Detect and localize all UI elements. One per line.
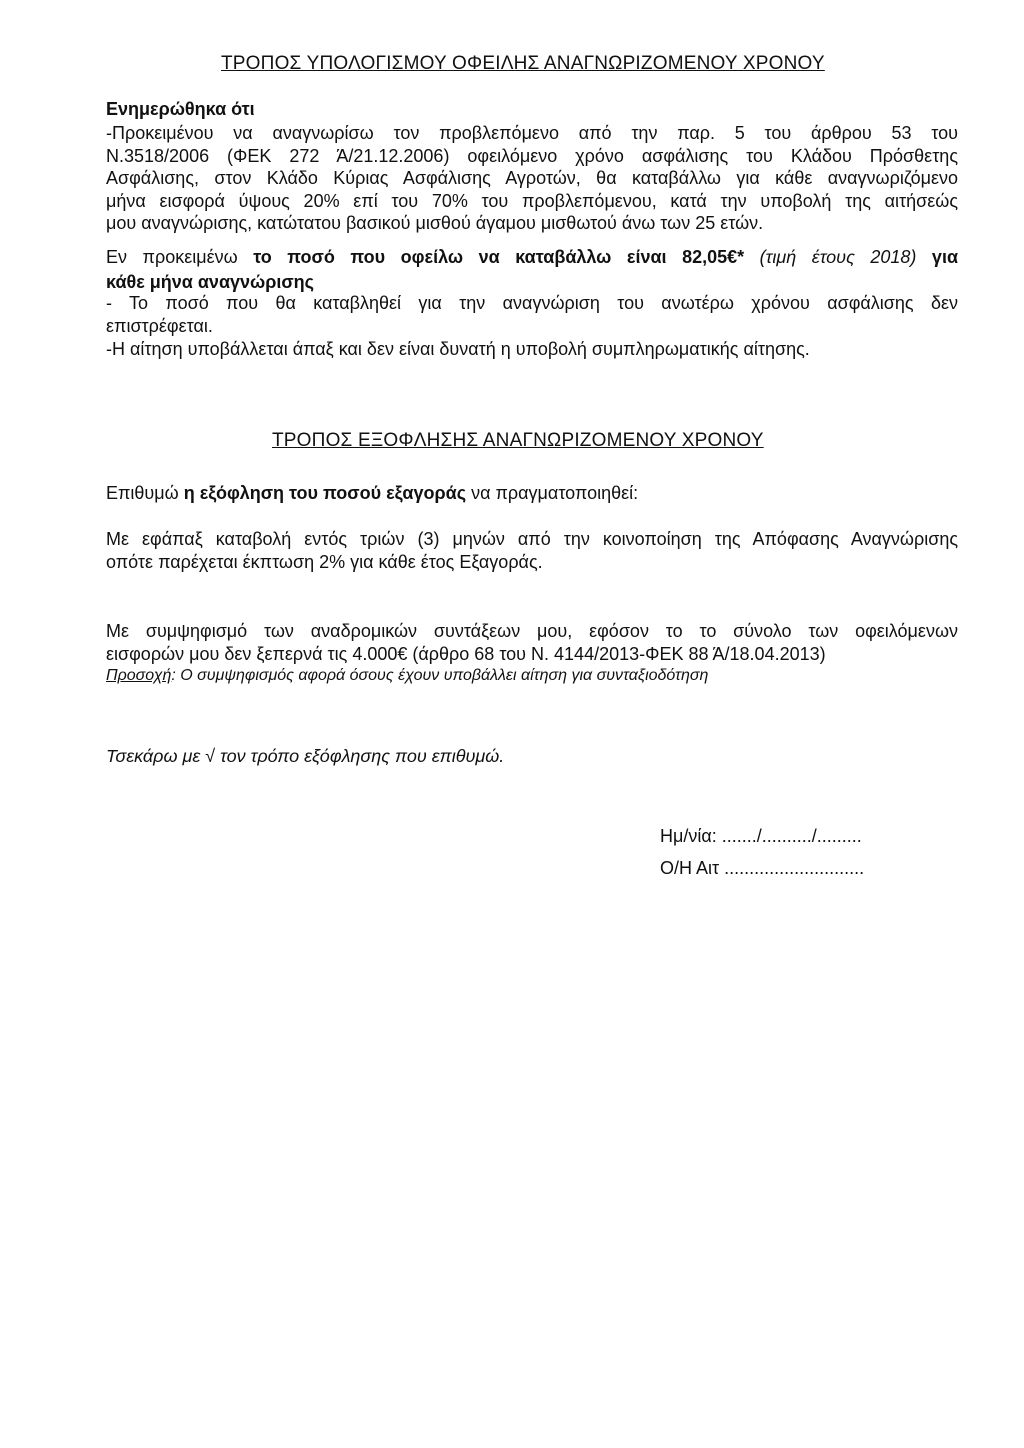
once-note: [106, 338, 958, 361]
offset-note: [106, 665, 958, 688]
amount-statement: [106, 246, 958, 293]
option-line: Με συμψηφισμό των αναδρομικών συντάξεων μου, εφόσον το το σύνολο των οφειλόμενων: [106, 621, 958, 641]
informed-label: [106, 98, 958, 121]
tick-instruction: [106, 745, 958, 768]
note-text: : Ο συμψηφισμός αφορά όσους έχουν υποβάλλει αίτηση για συνταξιοδότηση: [171, 667, 709, 684]
option-line: Με εφάπαξ καταβολή εντός τριών (3) μηνών από την κοινοποίηση της Απόφασης Αναγνώρισης: [106, 529, 958, 549]
payment-heading: ΤΡΟΠΟΣ ΕΞΟΦΛΗΣΗΣ ΑΝΑΓΝΩΡΙΖΟΜΕΝΟΥ ΧΡΟΝΟΥ: [272, 430, 764, 451]
wish-prefix: Επιθυμώ: [106, 483, 184, 503]
paragraph-line: -Προκειμένου να αναγνωρίσω τον προβλεπόμενο από την παρ. 5 του άρθρου 53 του: [106, 123, 958, 143]
informed-text: Ενημερώθηκα ότι: [106, 99, 255, 119]
amount-suffix: για: [916, 247, 959, 267]
refund-note: [106, 292, 958, 337]
option-line: εισφορών μου δεν ξεπερνά τις 4.000€ (άρθρο 68 του Ν. 4144/2013-ΦΕΚ 88 Ά/18.04.2013): [106, 643, 826, 664]
paragraph-line: Ν.3518/2006 (ΦΕΚ 272 Ά/21.12.2006) οφειλόμενο χρόνο ασφάλισης του Κλάδου Πρόσθετης: [106, 145, 958, 166]
once-line: -Η αίτηση υποβάλλεται άπαξ και δεν είναι δυνατή η υποβολή συμπληρωματικής αίτησης.: [106, 339, 810, 359]
applicant-signature-field[interactable]: Ο/Η Αιτ ............................: [660, 858, 865, 878]
payment-option-lump-sum[interactable]: [106, 528, 958, 573]
option-line: οπότε παρέχεται έκπτωση 2% για κάθε έτος Εξαγοράς.: [106, 551, 543, 572]
calculation-heading: ΤΡΟΠΟΣ ΥΠΟΛΟΓΙΣΜΟΥ ΟΦΕΙΛΗΣ ΑΝΑΓΝΩΡΙΖΟΜΕΝΟΥ ΧΡΟΝΟΥ: [221, 53, 825, 74]
note-label: Προσοχή: [106, 667, 172, 684]
paragraph-line: μήνα εισφορά ύψους 20% επί του 70% του προβλεπόμενου, κατά την υποβολή της αιτήσεώς: [106, 190, 958, 211]
wish-bold: η εξόφληση του ποσού εξαγοράς: [183, 483, 467, 503]
amount-prefix: Εν προκειμένω: [106, 247, 254, 267]
wish-suffix: να πραγματοποιηθεί:: [466, 483, 639, 503]
paragraph-line: μου αναγνώρισης, κατώτατου βασικού μισθού άγαμου μισθωτού άνω των 25 ετών.: [106, 213, 764, 233]
refund-line: επιστρέφεται.: [106, 315, 213, 336]
paragraph-line: Ασφάλισης, στον Κλάδο Κύριας Ασφάλισης Αγροτών, θα καταβάλλω για κάθε αναγνωριζόμενο: [106, 168, 958, 188]
amount-line-2: κάθε μήνα αναγνώρισης: [106, 271, 315, 292]
amount-line: [106, 246, 958, 269]
date-field[interactable]: Ημ/νία: ......./........../.........: [660, 826, 862, 846]
amount-bold: το ποσό που οφείλω να καταβάλλω είναι 82,05€*: [253, 247, 745, 267]
payment-option-offset[interactable]: [106, 620, 958, 688]
wish-line: [106, 482, 958, 505]
refund-line: - Το ποσό που θα καταβληθεί για την αναγνώριση του ανωτέρω χρόνου ασφάλισης δεν: [106, 293, 958, 313]
tick-line: Τσεκάρω με √ τον τρόπο εξόφλησης που επιθυμώ.: [106, 746, 505, 766]
calculation-paragraph: [106, 122, 958, 235]
amount-year-note: (τιμή έτους 2018): [744, 247, 917, 267]
payment-wish: [106, 482, 958, 505]
